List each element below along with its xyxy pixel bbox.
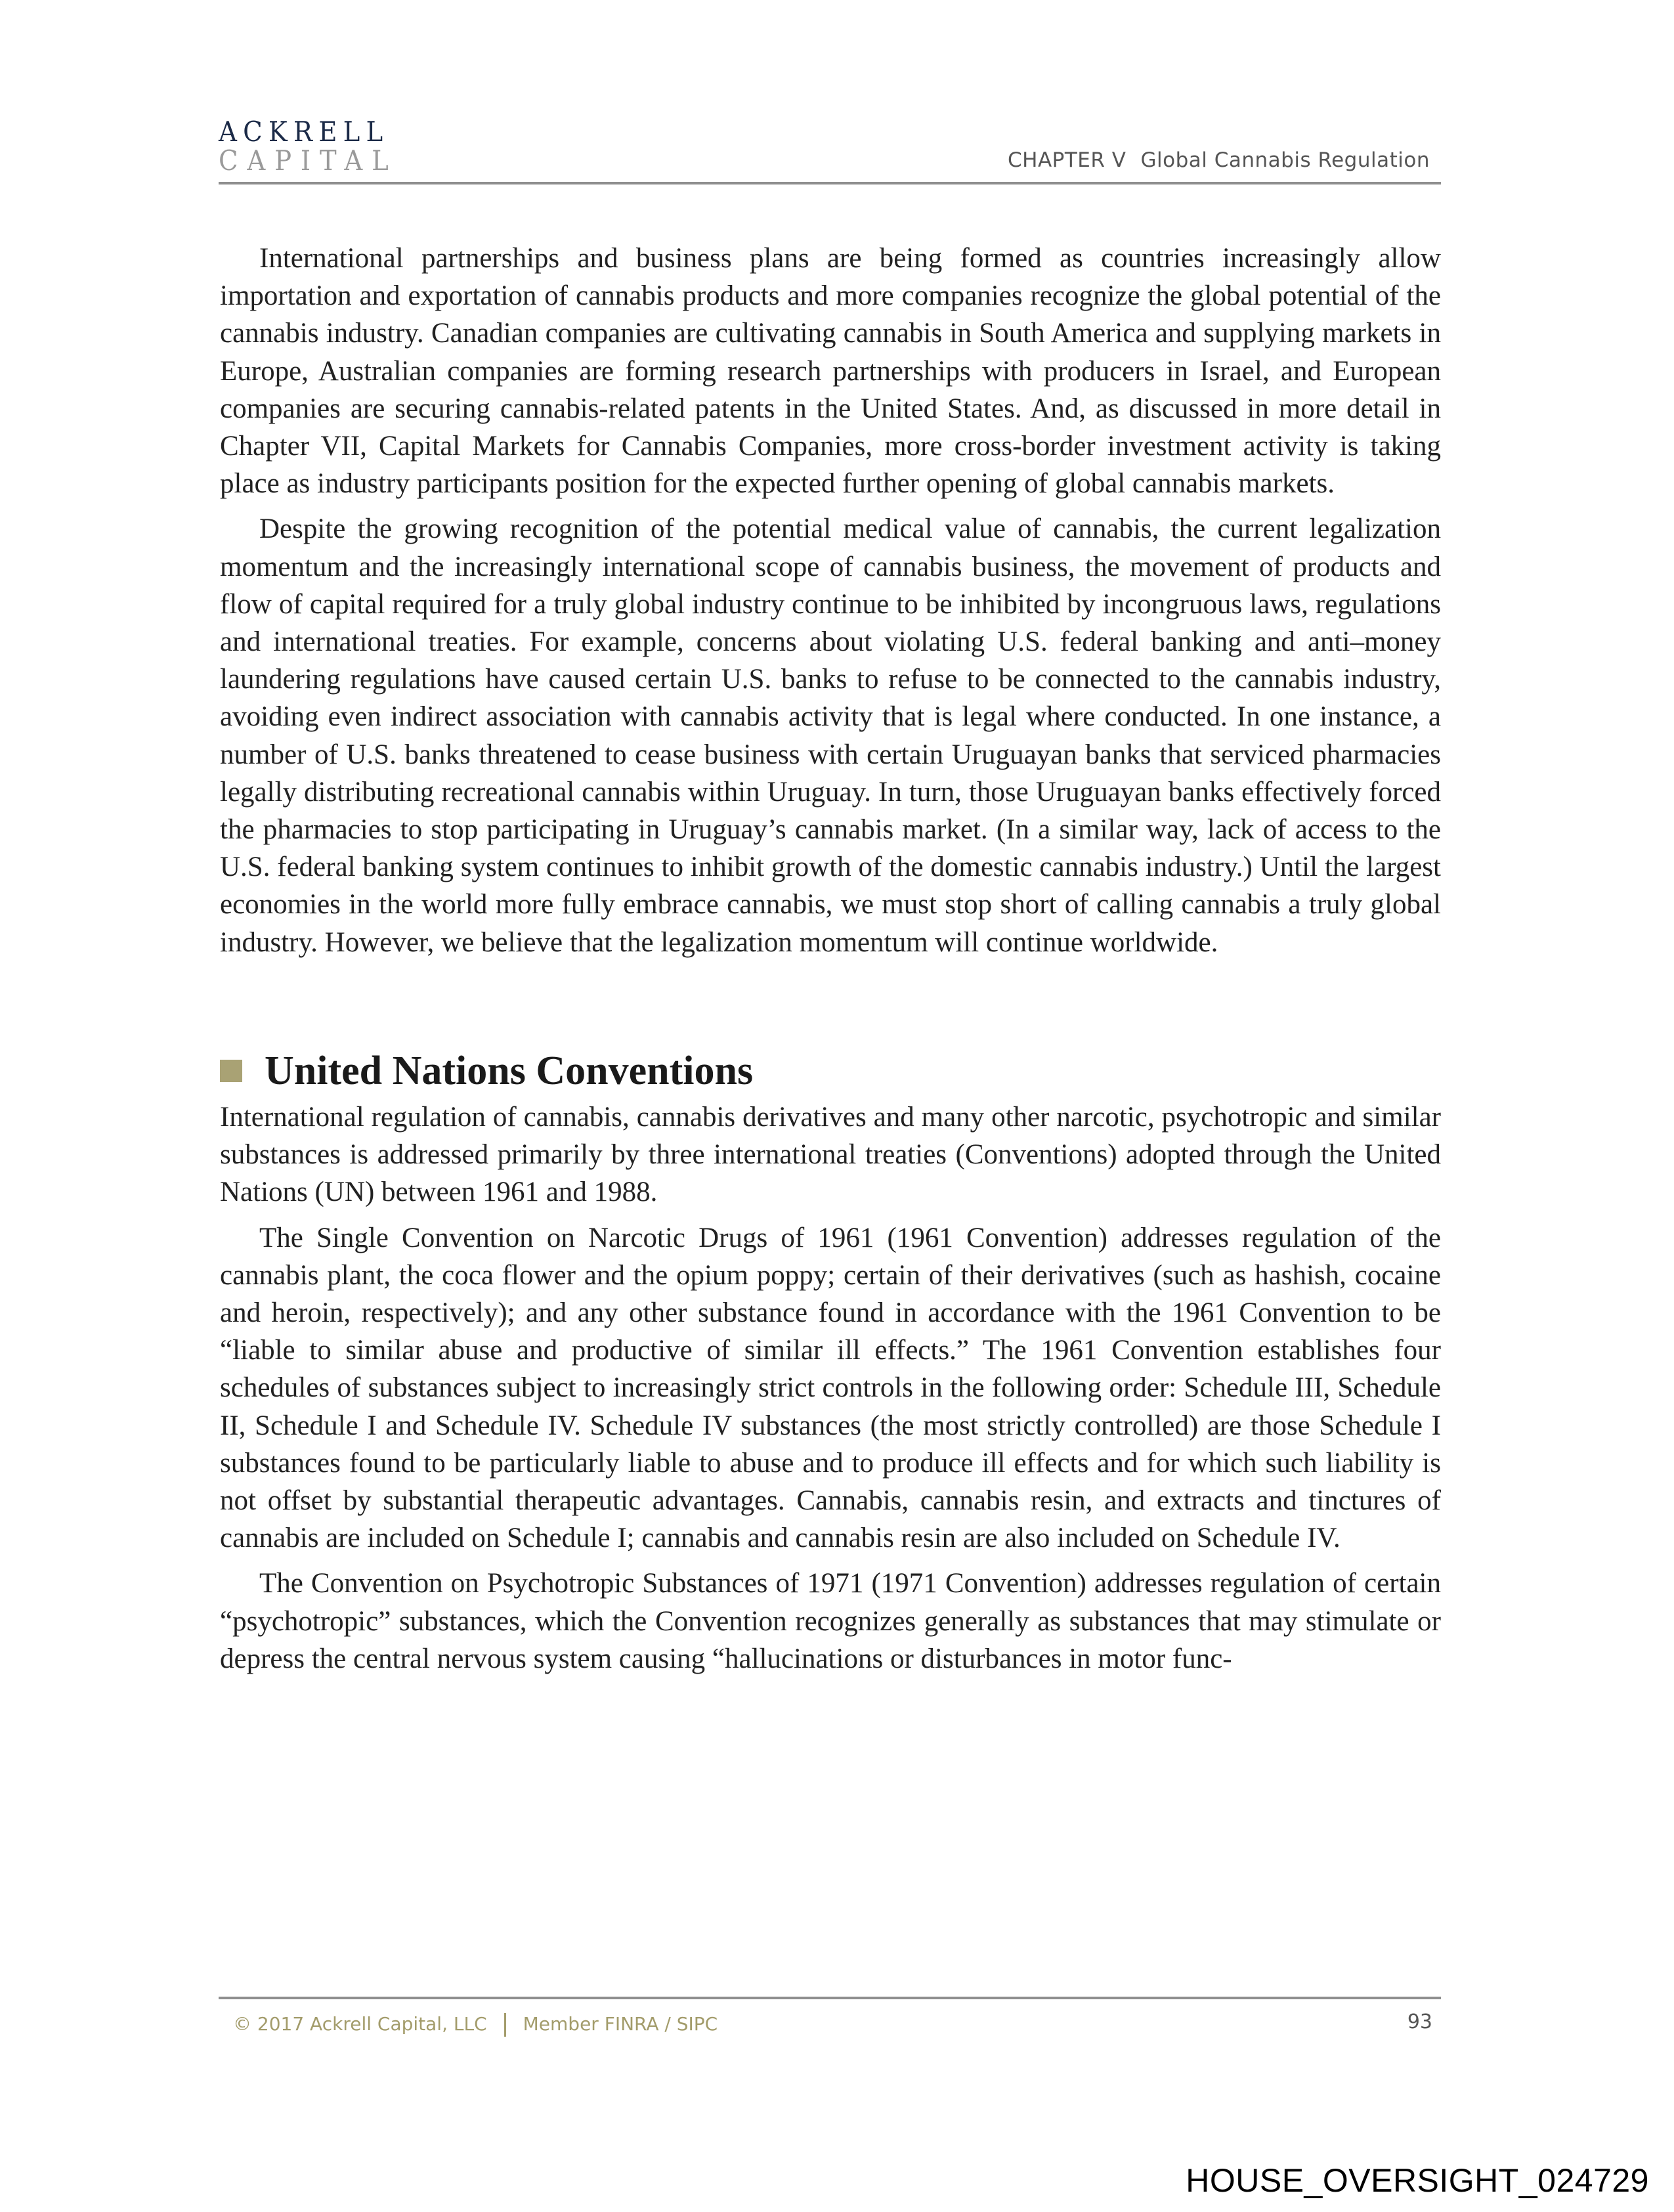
- paragraph: International partnerships and business plans are being formed as countries increasingly allow importation and exportation of cannabis products and more companies recognize the global potential of the cannabis industry. Canadian companies are cultivating cannabis in South America and supplying markets in Europe, Australian companies are forming research partnerships with producers in Israel, and European companies are securing cannabis-related patents in the United States. And, as discussed in more detail in Chapter VII, Capital Markets for Cannabis Companies, more cross-border investment activity is taking place as industry participants position for the expected further opening of global cannabis markets.: [220, 243, 1441, 500]
- paragraph: The Convention on Psychotropic Substances of 1971 (1971 Convention) addresses regulation of certain “psychotropic” substances, which the Convention recognizes generally as substances that may stimulate or depress the central nervous system causing “hallucinations or disturbances in motor func-: [220, 1568, 1441, 1674]
- header-rule: [219, 182, 1441, 184]
- running-header: [1008, 148, 1430, 172]
- footer-rule: [219, 1997, 1441, 1999]
- section-title: United Nations Conventions: [265, 1048, 754, 1093]
- square-bullet-icon: [220, 1060, 242, 1082]
- chapter-number: CHAPTER V: [1008, 148, 1127, 172]
- body-content: [220, 240, 1441, 1685]
- ackrell-capital-logo: [219, 118, 413, 175]
- logo-line-capital: CAPITAL: [219, 144, 398, 177]
- logo-line-ackrell: ACKRELL: [219, 116, 389, 148]
- membership-text: Member FINRA / SIPC: [523, 2013, 718, 2035]
- paragraph: The Single Convention on Narcotic Drugs of 1961 (1961 Convention) addresses regulation of the cannabis plant, the coca flower and the opium poppy; certain of their derivatives (such as hashish, cocaine and heroin, respectively); and any other substance found in accordance with the 1961 Convention to be “liable to similar abuse and productive of similar ill effects.” The 1961 Convention establishes four schedules of substances subject to increasingly strict controls in the following order: Schedule III, Schedule II, Schedule I and Schedule IV. Schedule IV substances (the most strictly controlled) are those Schedule I substances found to be particularly liable to abuse and to produce ill effects and for which such liability is not offset by substantial therapeutic advantages. Cannabis, cannabis resin, and extracts and tinctures of cannabis are included on Schedule I; cannabis and cannabis resin are also included on Schedule IV.: [220, 1222, 1441, 1554]
- bates-stamp: HOUSE_OVERSIGHT_024729: [1186, 2162, 1649, 2199]
- section-heading: [220, 1049, 1441, 1093]
- footer: [233, 2013, 718, 2037]
- chapter-title: Global Cannabis Regulation: [1140, 148, 1430, 172]
- page-number: 93: [1407, 2010, 1432, 2033]
- section-lead-paragraph: International regulation of cannabis, cannabis derivatives and many other narcotic, psychotropic and similar substances is addressed primarily by three international treaties (Conventions) adopted through the United Nations (UN) between 1961 and 1988.: [220, 1102, 1441, 1208]
- paragraph: Despite the growing recognition of the potential medical value of cannabis, the current legalization momentum and the increasingly international scope of cannabis business, the movement of products and flow of capital required for a truly global industry continue to be inhibited by incongruous laws, regulations and international treaties. For example, concerns about violating U.S. federal banking and anti–money laundering regulations have caused certain U.S. banks to refuse to be connected to the cannabis industry, avoiding even indirect association with cannabis activity that is legal where conducted. In one instance, a number of U.S. banks threatened to cease business with certain Uruguayan banks that serviced pharmacies legally distributing recreational cannabis within Uruguay. In turn, those Uruguayan banks effectively forced the pharmacies to stop participating in Uruguay’s cannabis market. (In a similar way, lack of access to the U.S. federal banking system continues to inhibit growth of the domestic cannabis industry.) Until the largest economies in the world more fully embrace cannabis, we must stop short of calling cannabis a truly global industry. However, we believe that the legalization momentum will continue worldwide.: [220, 513, 1441, 958]
- footer-separator: [504, 2013, 506, 2037]
- copyright-text: © 2017 Ackrell Capital, LLC: [233, 2013, 487, 2035]
